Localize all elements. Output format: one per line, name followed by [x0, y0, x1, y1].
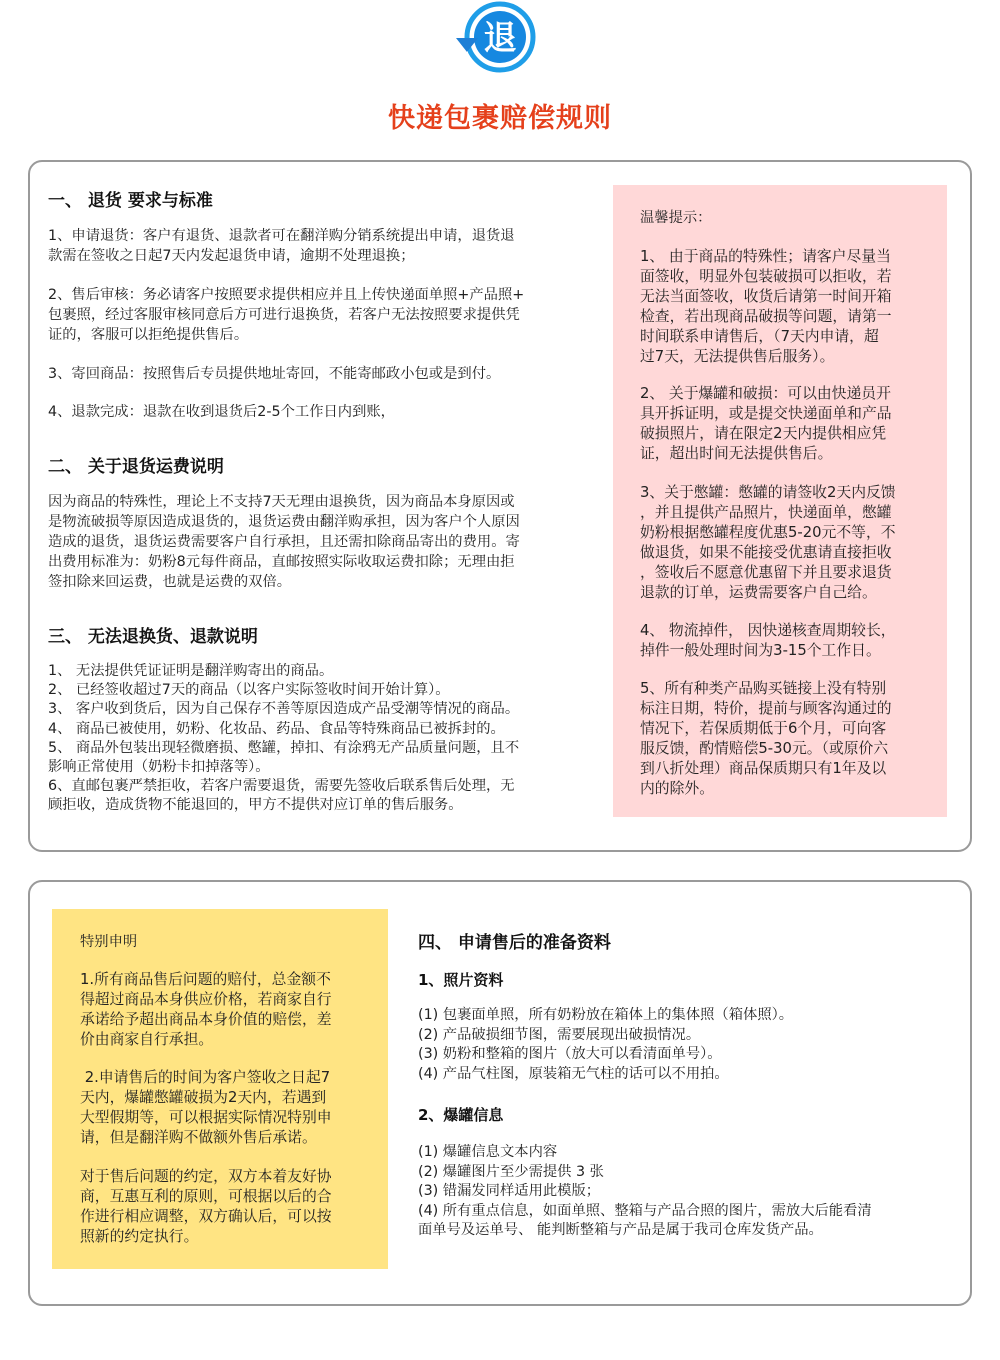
tips-item: 4、 物流掉件， 因快递核查周期较长， 掉件一般处理时间为3-15个工作日。	[640, 622, 896, 659]
photo-materials-body: (1) 包裹面单照，所有奶粉放在箱体上的集体照（箱体照）。 (2) 产品破损细节图，需要展现出破损情况。 (3) 奶粉和整箱的图片（放大可以看清面单号）。 (4) 产品气柱图，原装箱无气柱的话可以不用拍。	[418, 1007, 794, 1082]
refund-return-icon	[448, 0, 552, 80]
tips-item: 2、 关于爆罐和破损：可以由快递员开 具开拆证明，或是提交快递面单和产品 破损照片，请在限定2天内提供相应凭 证，超出时间无法提供售后。	[640, 385, 892, 462]
section1-paragraph: 3、寄回商品：按照售后专员提供地址寄回，不能寄邮政小包或是到付。	[48, 366, 501, 382]
section2-heading: 二、 关于退货运费说明	[48, 457, 224, 477]
tips-item: 3、关于憋罐：憋罐的请签收2天内反馈 ，并且提供产品照片，快递面单，憋罐 奶粉根据憋罐程度优惠5-20元不等，不 做退货，如果不能接受优惠请直接拒收 ，签收后不愿意优惠留下并且要求退货 退款的订单，运费需要客户自己给。	[640, 484, 896, 601]
section2-body: 因为商品的特殊性，理论上不支持7天无理由退换货，因为商品本身原因或 是物流破损等原因造成退货的，退货运费由翻洋购承担，因为客户个人原因 造成的退货，退货运费需要客户自行承担，且还需扣除商品寄出的费用。寄 出费用标准为：奶粉8元每件商品，直邮按照实际收取运费扣除；无理由拒 签扣除来回运费，也就是运费的双倍。	[48, 494, 520, 590]
section4-heading: 四、 申请售后的准备资料	[418, 933, 611, 953]
section1-paragraph: 1、申请退货：客户有退货、退款者可在翻洋购分销系统提出申请，退货退 款需在签收之日起7天内发起退货申请，逾期不处理退换；	[48, 228, 515, 264]
section1-paragraph: 2、售后审核：务必请客户按照要求提供相应并且上传快递面单照+产品照+ 包裹照，经过客服审核同意后方可进行退换货，若客户无法按照要求提供凭 证的，客服可以拒绝提供售后。	[48, 287, 525, 343]
special-paragraph: 2.申请售后的时间为客户签收之日起7 天内，爆罐憋罐破损为2天内，若遇到 大型假期等，可以根据实际情况特别申 请，但是翻洋购不做额外售后承诺。	[80, 1069, 332, 1146]
special-paragraph: 对于售后问题的约定，双方本着友好协 商，互惠互利的原则，可根据以后的合 作进行相应调整，双方确认后，可以按 照新的约定执行。	[80, 1168, 332, 1245]
section1-paragraph: 4、退款完成：退款在收到退货后2-5个工作日内到账，	[48, 404, 395, 420]
special-title: 特别申明	[80, 934, 138, 950]
tips-item: 5、所有种类产品购买链接上没有特别 标注日期，特价，提前与顾客沟通过的 情况下，若保质期低于6个月，可向客 服反馈，酌情赔偿5-30元。（或原价六 到八折处理）商品保质期只有1年及以 内的除外。	[640, 680, 892, 797]
page-title: 快递包裹赔偿规则	[388, 103, 612, 134]
logo-glyph: 退	[483, 18, 517, 57]
burst-info-body: (1) 爆罐信息文本内容 (2) 爆罐图片至少需提供 3 张 (3) 错漏发同样适用此模版； (4) 所有重点信息，如面单照、整箱与产品合照的图片，需放大后能看清 面单号及运单号、 能判断整箱与产品是属于我司仓库发货产品。	[418, 1144, 872, 1238]
tips-title: 温馨提示：	[640, 210, 712, 226]
tips-item: 1、 由于商品的特殊性；请客户尽量当 面签收，明显外包装破损可以拒收，若 无法当面签收，收货后请第一时间开箱 检查，若出现商品破损等问题，请第一 时间联系申请售后，（7天内申请，超 过7天，无法提供售后服务）。	[640, 248, 892, 365]
special-paragraph: 1.所有商品售后问题的赔付，总金额不 得超过商品本身供应价格，若商家自行 承诺给予超出商品本身价值的赔偿，差 价由商家自行承担。	[80, 971, 332, 1048]
section3-heading: 三、 无法退换货、退款说明	[48, 627, 258, 647]
section1-heading: 一、 退货 要求与标准	[48, 191, 213, 211]
section3-body: 1、 无法提供凭证证明是翻洋购寄出的商品。 2、 已经签收超过7天的商品（以客户实际签收时间开始计算）。 3、 客户收到货后，因为自己保存不善等原因造成产品受潮等情况的商品。 4、 商品已被使用，奶粉、化妆品、药品、食品等特殊商品已被拆封的。 5、 商品外包装出现轻微磨损、憋罐，掉扣、有涂鸦无产品质量问题，且不 影响正常使用（奶粉卡扣掉落等）。 6、直邮包裹严禁拒收，若客户需要退货，需要先签收后联系售后处理，无 顾拒收，造成货物不能退回的，甲方不提供对应订单的售后服务。	[48, 663, 520, 814]
photo-materials-heading: 1、照片资料	[418, 971, 504, 989]
burst-info-heading: 2、爆罐信息	[418, 1106, 504, 1124]
